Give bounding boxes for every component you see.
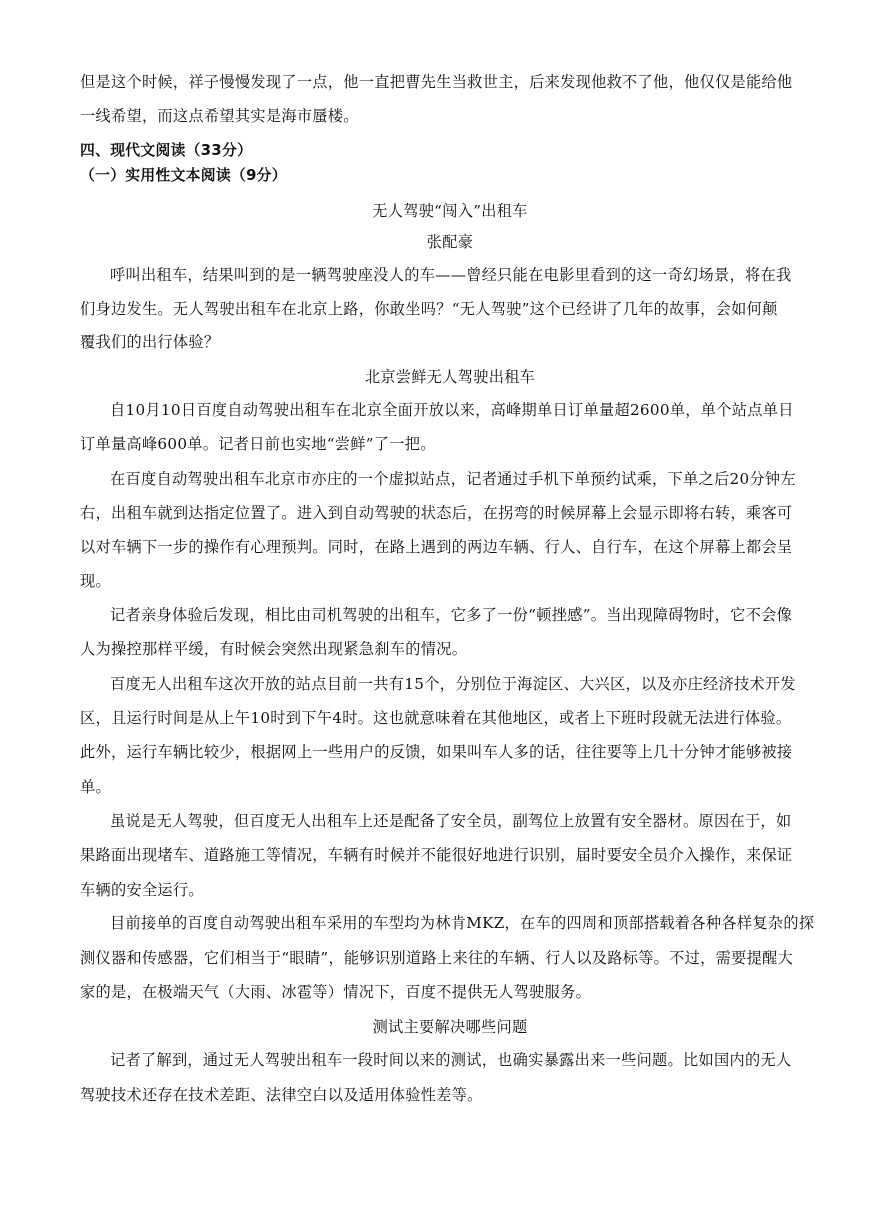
paragraph-3-line-2: 右，出租车就到达指定位置了。进入到自动驾驶的状态后，在拐弯的时候屏幕上会显示即将右转，乘客可 (80, 504, 793, 522)
paragraph-7-line-2: 测仪器和传感器，它们相当于“眼睛”，能够识别道路上来往的车辆、行人以及路标等。不过，需要提醒大 (80, 949, 794, 967)
paragraph-1-line-3: 覆我们的出行体验？ (80, 333, 220, 351)
section-subheading: （一）实用性文本阅读（9分） (80, 167, 287, 184)
article-title: 无人驾驶“闯入”出租车 (372, 202, 528, 220)
paragraph-3-line-1: 在百度自动驾驶出租车北京市亦庄的一个虚拟站点，记者通过手机下单预约试乘，下单之后20分钟左 (110, 470, 796, 488)
paragraph-4-line-1: 记者亲身体验后发现，相比由司机驾驶的出租车，它多了一份“顿挫感”。当出现障碍物时，它不会像 (110, 606, 793, 624)
paragraph-5-line-3: 此外，运行车辆比较少，根据网上一些用户的反馈，如果叫车人多的话，往往要等上几十分钟才能够被接 (80, 743, 793, 761)
section-heading: 四、现代文阅读（33分） (80, 142, 253, 159)
paragraph-2-line-2: 订单量高峰600单。记者日前也实地“尝鲜”了一把。 (80, 435, 436, 453)
paragraph-3-line-3: 以对车辆下一步的操作有心理预判。同时，在路上遇到的两边车辆、行人、自行车，在这个屏幕上都会呈 (80, 538, 793, 556)
paragraph-6-line-3: 车辆的安全运行。 (80, 881, 204, 899)
section-subtitle-1: 北京尝鲜无人驾驶出租车 (364, 368, 536, 386)
paragraph-1-line-2: 们身边发生。无人驾驶出租车在北京上路，你敢坐吗？“无人驾驶”这个已经讲了几年的故事，会如何颠 (80, 300, 778, 318)
article-author: 张配豪 (426, 233, 474, 251)
paragraph-7-line-3: 家的是，在极端天气（大雨、冰雹等）情况下，百度不提供无人驾驶服务。 (80, 983, 592, 1001)
paragraph-3-line-4: 现。 (80, 572, 111, 590)
paragraph-7-line-1: 目前接单的百度自动驾驶出租车采用的车型均为林肯MKZ，在车的四周和顶部搭载着各种各样复杂的探 (110, 914, 815, 932)
paragraph-2-line-1: 自10月10日百度自动驾驶出租车在北京全面开放以来，高峰期单日订单量超2600单，单个站点单日 (110, 401, 794, 419)
paragraph-5-line-2: 区，且运行时间是从上午10时到下午4时。这也就意味着在其他地区，或者上下班时段就无法进行体验。 (80, 709, 792, 727)
intro-line-2: 一线希望，而这点希望其实是海市蜃楼。 (80, 107, 359, 125)
paragraph-4-line-2: 人为操控那样平缓，有时候会突然出现紧急刹车的情况。 (80, 640, 468, 658)
paragraph-6-line-2: 果路面出现堵车、道路施工等情况，车辆有时候并不能很好地进行识别，届时要安全员介入操作，来保证 (80, 846, 793, 864)
paragraph-5-line-1: 百度无人出租车这次开放的站点目前一共有15个，分别位于海淀区、大兴区，以及亦庄经济技术开发 (110, 675, 796, 693)
paragraph-8-line-2: 驾驶技术还存在技术差距、法律空白以及适用体验性差等。 (80, 1086, 483, 1104)
paragraph-1-line-1: 呼叫出租车，结果叫到的是一辆驾驶座没人的车——曾经只能在电影里看到的这一奇幻场景，将在我 (110, 266, 792, 284)
intro-line-1: 但是这个时候，祥子慢慢发现了一点，他一直把曹先生当救世主，后来发现他救不了他，他仅仅是能给他 (80, 73, 793, 91)
paragraph-5-line-4: 单。 (80, 778, 111, 796)
section-subtitle-2: 测试主要解决哪些问题 (372, 1018, 528, 1036)
paragraph-6-line-1: 虽说是无人驾驶，但百度无人出租车上还是配备了安全员，副驾位上放置有安全器材。原因在于，如 (110, 812, 792, 830)
paragraph-8-line-1: 记者了解到，通过无人驾驶出租车一段时间以来的测试，也确实暴露出来一些问题。比如国内的无人 (110, 1051, 792, 1069)
